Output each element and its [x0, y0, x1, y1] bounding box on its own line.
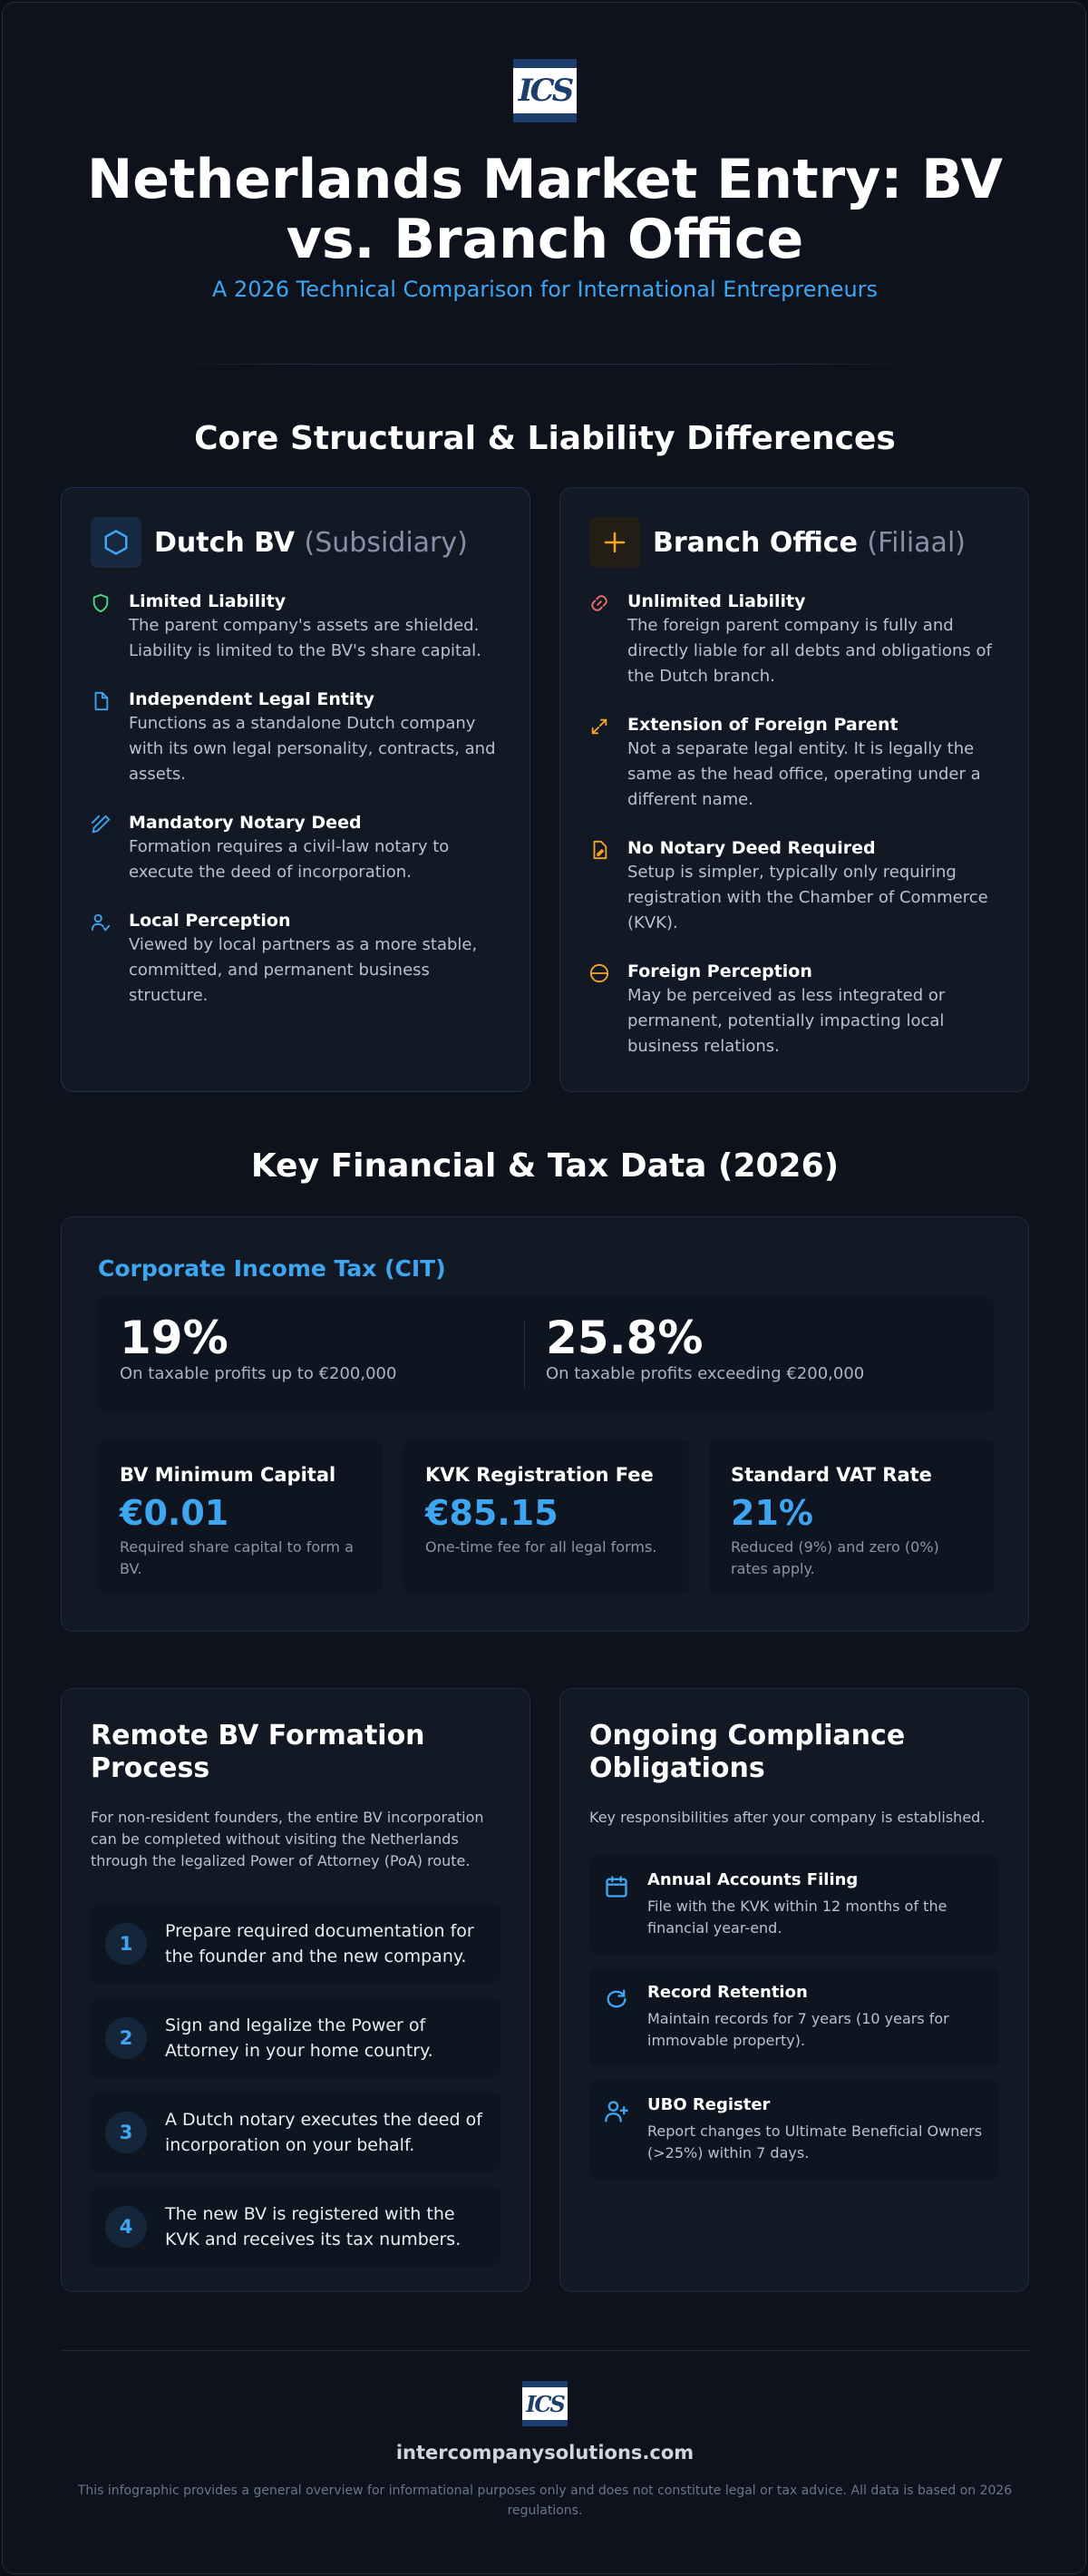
compliance-item — [589, 2081, 999, 2179]
cit-rate-high — [546, 1312, 864, 1383]
step-text: A Dutch notary executes the deed of incorporation on your behalf. — [165, 2110, 482, 2155]
feature-title: Unlimited Liability — [627, 591, 806, 611]
ics-logo — [513, 59, 577, 122]
bv-feature — [91, 590, 500, 664]
step-number: 2 — [105, 2017, 147, 2059]
hexagon-icon — [91, 517, 141, 568]
feature-desc: Formation requires a civil-law notary to execute the deed of incorporation. — [129, 837, 450, 882]
feature-desc: Setup is simpler, typically only requiring registration with the Chamber of Commerce (KVK). — [627, 863, 988, 932]
branch-feature — [589, 836, 999, 936]
compliance-card — [559, 1688, 1029, 2292]
formation-card — [61, 1688, 530, 2292]
title-line-2: vs. Branch Office — [286, 208, 804, 271]
item-title: UBO Register — [647, 2095, 771, 2114]
logo-text: ICS — [518, 73, 572, 109]
feature-title: Independent Legal Entity — [129, 689, 374, 709]
shield-icon — [91, 590, 129, 664]
cit-divider — [524, 1321, 525, 1388]
bv-card — [61, 487, 530, 1092]
stat-value: €0.01 — [120, 1493, 229, 1533]
bv-card-title: Dutch BV (Subsidiary) — [154, 526, 468, 559]
document-icon — [91, 688, 129, 787]
feature-title: Limited Liability — [129, 591, 287, 611]
item-desc: File with the KVK within 12 months of the financial year-end. — [647, 1898, 947, 1937]
branch-feature — [589, 960, 999, 1059]
page-title — [3, 150, 1087, 269]
feature-desc: Functions as a standalone Dutch company with its own legal personality, contracts, and assets. — [129, 714, 496, 784]
stat-desc: Required share capital to form a BV. — [120, 1538, 354, 1577]
stat-value: €85.15 — [425, 1493, 559, 1533]
compliance-intro: Key responsibilities after your company is established. — [589, 1809, 986, 1826]
stat-kvk-fee — [403, 1440, 688, 1593]
feature-title: Local Perception — [129, 911, 291, 931]
cit-value: 25.8% — [546, 1312, 704, 1364]
branch-feature — [589, 713, 999, 813]
item-desc: Report changes to Ultimate Beneficial Owners (>25%) within 7 days. — [647, 2122, 983, 2161]
compliance-item — [589, 1968, 999, 2066]
cit-panel — [98, 1297, 994, 1411]
branch-feature — [589, 590, 999, 689]
footer-logo — [522, 2381, 568, 2426]
branch-card — [559, 487, 1029, 1092]
cit-rate-low — [120, 1312, 396, 1383]
compliance-title: Ongoing Compliance Obligations — [589, 1720, 906, 1784]
formation-step — [91, 1905, 500, 1983]
stat-label: KVK Registration Fee — [425, 1464, 654, 1486]
stat-desc: Reduced (9%) and zero (0%) rates apply. — [731, 1538, 939, 1577]
bv-feature — [91, 811, 500, 885]
cit-desc: On taxable profits exceeding €200,000 — [546, 1364, 865, 1383]
footer-disclaimer: This infographic provides a general overview for informational purposes only and does not constitute legal or tax advice. All data is based on 2026 regulations. — [77, 2483, 1013, 2518]
formation-title: Remote BV Formation Process — [91, 1720, 425, 1784]
item-title: Annual Accounts Filing — [647, 1870, 859, 1889]
step-text: Sign and legalize the Power of Attorney in your home country. — [165, 2015, 433, 2061]
feature-desc: The foreign parent company is fully and directly liable for all debts and obligations of the Dutch branch. — [627, 616, 992, 686]
footer-site-link[interactable]: intercompanysolutions.com — [395, 2442, 695, 2464]
step-number: 3 — [105, 2112, 147, 2153]
financial-heading: Key Financial & Tax Data (2026) — [250, 1147, 840, 1185]
step-text: Prepare required documentation for the founder and the new company. — [165, 1921, 474, 1966]
title-line-1: Netherlands Market Entry: BV — [87, 148, 1003, 211]
header-divider — [166, 364, 924, 365]
step-number: 1 — [105, 1923, 147, 1965]
feature-desc: The parent company's assets are shielded. Liability is limited to the BV's share capital. — [129, 616, 481, 660]
formation-step — [91, 2093, 500, 2171]
stat-vat-rate — [709, 1440, 994, 1593]
infographic-frame — [2, 2, 1086, 2574]
cit-value: 19% — [120, 1312, 228, 1364]
plus-icon — [589, 517, 640, 568]
file-edit-icon — [589, 836, 627, 936]
link-icon — [589, 590, 627, 689]
stat-min-capital — [98, 1440, 383, 1593]
feature-desc: Not a separate legal entity. It is legally the same as the head office, operating under a different name. — [627, 739, 981, 809]
bv-feature — [91, 909, 500, 1009]
stat-label: BV Minimum Capital — [120, 1464, 336, 1486]
feature-desc: Viewed by local partners as a more stable, committed, and permanent business structure. — [129, 935, 478, 1005]
item-title: Record Retention — [647, 1983, 808, 2002]
financial-card — [61, 1216, 1029, 1632]
item-desc: Maintain records for 7 years (10 years for immovable property). — [647, 2010, 949, 2049]
branch-card-title: Branch Office (Filiaal) — [653, 526, 966, 559]
logo-text: ICS — [526, 2390, 564, 2417]
formation-step — [91, 1999, 500, 2077]
compliance-item — [589, 1856, 999, 1954]
expand-icon — [589, 713, 627, 813]
cit-desc: On taxable profits up to €200,000 — [120, 1364, 397, 1383]
feature-title: No Notary Deed Required — [627, 838, 876, 858]
page-subtitle: A 2026 Technical Comparison for International Entrepreneurs — [211, 277, 879, 302]
stat-value: 21% — [731, 1493, 813, 1533]
stat-label: Standard VAT Rate — [731, 1464, 932, 1486]
archive-icon — [604, 1986, 629, 2015]
formation-step — [91, 2188, 500, 2266]
pen-icon — [91, 811, 129, 885]
feature-title: Foreign Perception — [627, 961, 812, 981]
footer-divider — [63, 2350, 1031, 2351]
calendar-icon — [604, 1874, 629, 1903]
formation-intro: For non-resident founders, the entire BV incorporation can be completed without visiting the Netherlands through the legalized Power of Attorney (PoA) route. — [91, 1809, 484, 1869]
stat-desc: One-time fee for all legal forms. — [425, 1538, 657, 1556]
feature-desc: May be perceived as less integrated or permanent, potentially impacting local business relations. — [627, 986, 946, 1056]
structural-heading: Core Structural & Liability Differences — [194, 420, 896, 457]
feature-title: Mandatory Notary Deed — [129, 813, 362, 833]
feature-title: Extension of Foreign Parent — [627, 715, 899, 735]
step-text: The new BV is registered with the KVK and receives its tax numbers. — [165, 2204, 461, 2249]
user-check-icon — [91, 909, 129, 1009]
bv-feature — [91, 688, 500, 787]
cit-label: Corporate Income Tax (CIT) — [98, 1255, 446, 1282]
user-plus-icon — [604, 2099, 629, 2128]
circle-minus-icon — [589, 960, 627, 1059]
step-number: 4 — [105, 2206, 147, 2248]
